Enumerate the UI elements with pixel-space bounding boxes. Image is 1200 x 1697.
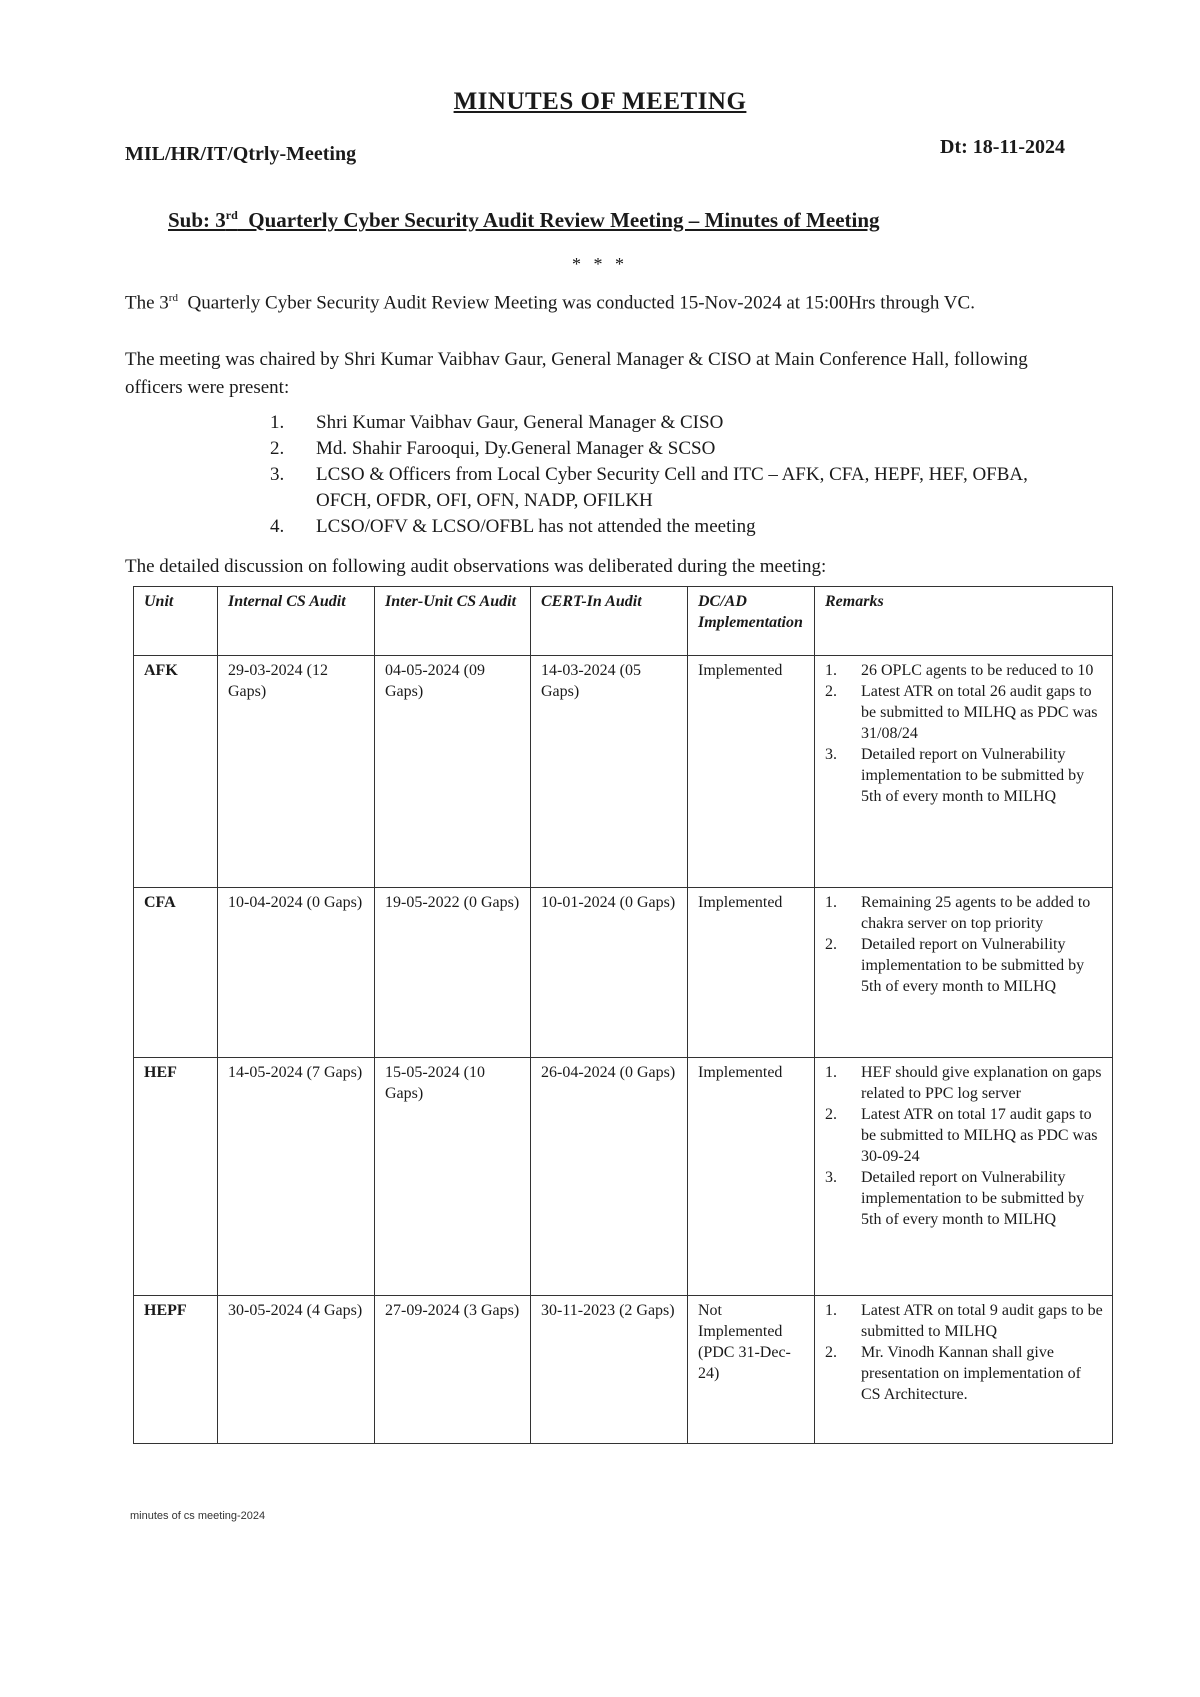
- attendee-text: LCSO & Officers from Local Cyber Security Cell and ITC – AFK, CFA, HEPF, HEF, OFBA, OFCH, OFDR, OFI, OFN, NADP, OFILKH: [316, 464, 1028, 511]
- page-title: MINUTES OF MEETING: [453, 88, 747, 115]
- remarks-list: [825, 1300, 1104, 1405]
- header-unit: Unit: [134, 587, 218, 656]
- remark-text: Detailed report on Vulnerability implementation to be submitted by 5th of every month to MILHQ: [861, 746, 1085, 805]
- cell-internal-audit: 30-05-2024 (4 Gaps): [218, 1296, 375, 1444]
- remark-text: Latest ATR on total 26 audit gaps to be submitted to MILHQ as PDC was 31/08/24: [861, 683, 1098, 742]
- table-row: [134, 1296, 1113, 1444]
- remark-item: [825, 1300, 1104, 1342]
- attendee-text: LCSO/OFV & LCSO/OFBL has not attended the meeting: [316, 516, 756, 537]
- audit-table: [133, 586, 1113, 1444]
- table-row: [134, 888, 1113, 1058]
- attendee-text: Shri Kumar Vaibhav Gaur, General Manager & CISO: [316, 412, 724, 433]
- table-header-row: [134, 587, 1113, 656]
- chair-paragraph: The meeting was chaired by Shri Kumar Vaibhav Gaur, General Manager & CISO at Main Conference Hall, following officers were present:: [125, 349, 1028, 398]
- remark-item: [825, 1062, 1104, 1104]
- attendee-item: [260, 410, 1070, 436]
- intro-superscript: rd: [168, 292, 178, 304]
- remarks-list: [825, 892, 1104, 997]
- cell-unit: CFA: [134, 888, 218, 1058]
- remark-number: 1.: [825, 1064, 837, 1081]
- attendee-text: Md. Shahir Farooqui, Dy.General Manager & SCSO: [316, 438, 716, 459]
- remark-text: Remaining 25 agents to be added to chakra server on top priority: [861, 894, 1091, 932]
- remark-number: 3.: [825, 746, 837, 763]
- cell-remarks: [815, 656, 1113, 888]
- cell-dc-ad-implementation: Not Implemented (PDC 31-Dec-24): [688, 1296, 815, 1444]
- intro-text: Quarterly Cyber Security Audit Review Meeting was conducted 15-Nov-2024 at 15:00Hrs through VC.: [177, 292, 975, 314]
- cell-dc-ad-implementation: Implemented: [688, 1058, 815, 1296]
- cell-internal-audit: 10-04-2024 (0 Gaps): [218, 888, 375, 1058]
- subject-line: [168, 208, 1068, 233]
- cell-dc-ad-implementation: Implemented: [688, 888, 815, 1058]
- remark-number: 2.: [825, 1106, 837, 1123]
- remark-number: 2.: [825, 936, 837, 953]
- remark-text: Mr. Vinodh Kannan shall give presentation on implementation of CS Architecture.: [861, 1344, 1081, 1403]
- subject-superscript: rd: [225, 208, 238, 222]
- header-cert-in-audit: CERT-In Audit: [531, 587, 688, 656]
- remark-item: [825, 744, 1104, 807]
- header-internal-audit: Internal CS Audit: [218, 587, 375, 656]
- cell-inter-unit-audit: 04-05-2024 (09 Gaps): [375, 656, 531, 888]
- remark-item: [825, 934, 1104, 997]
- remarks-list: [825, 1062, 1104, 1230]
- meeting-date: Dt: 18-11-2024: [940, 136, 1065, 158]
- attendee-item: [260, 514, 1070, 540]
- attendee-list: [260, 410, 1070, 540]
- cell-internal-audit: 29-03-2024 (12 Gaps): [218, 656, 375, 888]
- remark-number: 1.: [825, 1302, 837, 1319]
- remark-item: [825, 1167, 1104, 1230]
- cell-inter-unit-audit: 27-09-2024 (3 Gaps): [375, 1296, 531, 1444]
- attendee-number: 2.: [270, 438, 285, 459]
- cell-unit: AFK: [134, 656, 218, 888]
- cell-unit: HEF: [134, 1058, 218, 1296]
- cell-remarks: [815, 888, 1113, 1058]
- header-dc-ad-implementation: DC/AD Implementation: [688, 587, 815, 656]
- remark-item: [825, 1342, 1104, 1405]
- remark-text: 26 OPLC agents to be reduced to 10: [861, 662, 1094, 679]
- cell-remarks: [815, 1058, 1113, 1296]
- remarks-list: [825, 660, 1104, 807]
- reference-number: MIL/HR/IT/Qtrly-Meeting: [125, 143, 357, 165]
- remark-number: 1.: [825, 662, 837, 679]
- remark-number: 3.: [825, 1169, 837, 1186]
- table-row: [134, 1058, 1113, 1296]
- discussion-intro: The detailed discussion on following audit observations was deliberated during the meeting:: [125, 556, 827, 577]
- remark-item: [825, 892, 1104, 934]
- cell-inter-unit-audit: 19-05-2022 (0 Gaps): [375, 888, 531, 1058]
- intro-prefix: The 3: [125, 292, 169, 314]
- remark-item: [825, 681, 1104, 744]
- cell-cert-in-audit: 30-11-2023 (2 Gaps): [531, 1296, 688, 1444]
- subject-text: Quarterly Cyber Security Audit Review Meeting – Minutes of Meeting: [237, 208, 880, 232]
- remark-number: 1.: [825, 894, 837, 911]
- cell-remarks: [815, 1296, 1113, 1444]
- remark-number: 2.: [825, 683, 837, 700]
- intro-paragraph: [125, 284, 1075, 317]
- cell-unit: HEPF: [134, 1296, 218, 1444]
- remark-text: Latest ATR on total 9 audit gaps to be submitted to MILHQ: [861, 1302, 1103, 1340]
- cell-cert-in-audit: 14-03-2024 (05 Gaps): [531, 656, 688, 888]
- header-remarks: Remarks: [815, 587, 1113, 656]
- header-inter-unit-audit: Inter-Unit CS Audit: [375, 587, 531, 656]
- remark-item: [825, 1104, 1104, 1167]
- table-row: [134, 656, 1113, 888]
- attendee-number: 3.: [270, 464, 285, 485]
- cell-cert-in-audit: 10-01-2024 (0 Gaps): [531, 888, 688, 1058]
- cell-internal-audit: 14-05-2024 (7 Gaps): [218, 1058, 375, 1296]
- remark-text: Detailed report on Vulnerability implementation to be submitted by 5th of every month to MILHQ: [861, 936, 1085, 995]
- cell-inter-unit-audit: 15-05-2024 (10 Gaps): [375, 1058, 531, 1296]
- cell-cert-in-audit: 26-04-2024 (0 Gaps): [531, 1058, 688, 1296]
- separator: * * *: [572, 254, 628, 274]
- remark-text: Detailed report on Vulnerability implementation to be submitted by 5th of every month to MILHQ: [861, 1169, 1085, 1228]
- attendee-item: [260, 462, 1070, 514]
- remark-number: 2.: [825, 1344, 837, 1361]
- remark-text: HEF should give explanation on gaps related to PPC log server: [861, 1064, 1102, 1102]
- attendee-number: 4.: [270, 516, 285, 537]
- footer-note: minutes of cs meeting-2024: [130, 1510, 266, 1522]
- subject-prefix: Sub: 3: [168, 208, 226, 232]
- remark-text: Latest ATR on total 17 audit gaps to be submitted to MILHQ as PDC was 30-09-24: [861, 1106, 1098, 1165]
- attendee-number: 1.: [270, 412, 285, 433]
- attendee-item: [260, 436, 1070, 462]
- cell-dc-ad-implementation: Implemented: [688, 656, 815, 888]
- remark-item: [825, 660, 1104, 681]
